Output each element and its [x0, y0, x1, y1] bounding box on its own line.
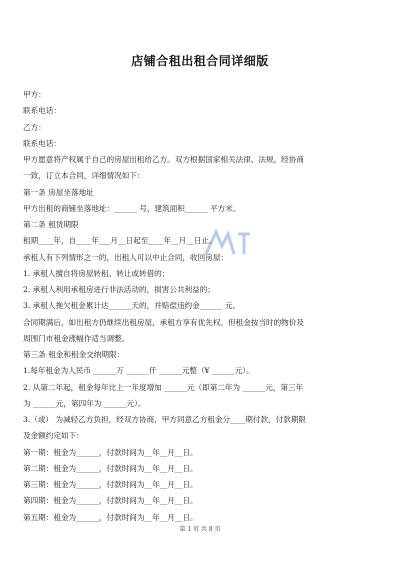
- watermark-logo: [198, 224, 258, 264]
- termination-intro: 承租人有下列情形之一的，出租人可以中止合同，收回房屋：: [23, 252, 229, 262]
- installment-4: 第四期：租金为______，付款时间为__年__月__日。: [23, 496, 198, 506]
- installment-5: 第五期：租金为______，付款时间为__年__月__日。: [23, 512, 198, 522]
- article-2-heading: 第二条 租赁期限: [23, 220, 79, 229]
- article-1-heading: 第一条 房屋坐落地址: [23, 187, 94, 197]
- party-b-label: 乙方：: [23, 122, 46, 132]
- document-body: [23, 90, 378, 529]
- lease-term: 租期____年，自____年___月__日起至____年__月__日止。: [23, 236, 217, 246]
- rent-increase-line-2: 为 ______元，第四年为 ______元）。: [23, 398, 146, 408]
- article-3-heading: 第三条 租金和租金交纳期限：: [23, 350, 125, 359]
- installment-intro-2: 及金额约定如下：: [23, 431, 84, 441]
- installment-3: 第三期：租金为______，付款时间为__年__月__日。: [23, 480, 198, 489]
- installment-1: 第一期：租金为______，付款时间为__年__月__日。: [23, 447, 198, 457]
- intro-line-1: 甲方愿意将产权属于自己的房屋出租给乙方。双方根据国家相关法律、法规，经协商: [23, 155, 304, 164]
- renewal-line-1: 合同期满后，如出租方仍继续出租房屋，承租方享有优先权。但租金按当时的物价及: [23, 317, 304, 327]
- party-b-phone-label: 联系电话：: [23, 138, 61, 148]
- party-a-phone-label: 联系电话：: [23, 106, 61, 116]
- party-a-label: 甲方：: [23, 90, 46, 99]
- rent-amount: 1.每年租金为人民币 ______万 ______仟 ______元整（¥ ______元）。: [23, 366, 254, 376]
- termination-item-2: 2. 承租人利用承租房进行非法活动的，损害公共利益的；: [23, 285, 215, 294]
- document-title: 店铺合租出租合同详细版: [131, 54, 269, 68]
- termination-item-3: 3. 承租人拖欠租金累计达______天的，并赔偿违约金______ 元。: [23, 301, 241, 311]
- article-1-address: 甲方出租的商铺坐落地址：______ 号，建筑面积______ 平方米。: [23, 203, 241, 213]
- termination-item-1: 1. 承租人擅自将房屋转租、转让或转借的；: [23, 268, 170, 278]
- rent-increase-line-1: 2. 从第二年起，租金每年比上一年度增加 ______元（即第二年为 ______元，第三年: [23, 382, 304, 392]
- intro-line-2: 一致，订立本合同，详细情况如下：: [23, 171, 145, 181]
- page-footer: 第 1 页 共 8 页: [179, 526, 221, 533]
- installment-intro-1: 3.（或） 为减轻乙方负担，经双方协商，甲方同意乙方租金分____期付款，付款期限: [23, 415, 307, 424]
- installment-2: 第二期：租金为______，付款时间为__年__月__日。: [23, 463, 198, 473]
- renewal-line-2: 周围门市租金涨幅作适当调整。: [23, 333, 130, 343]
